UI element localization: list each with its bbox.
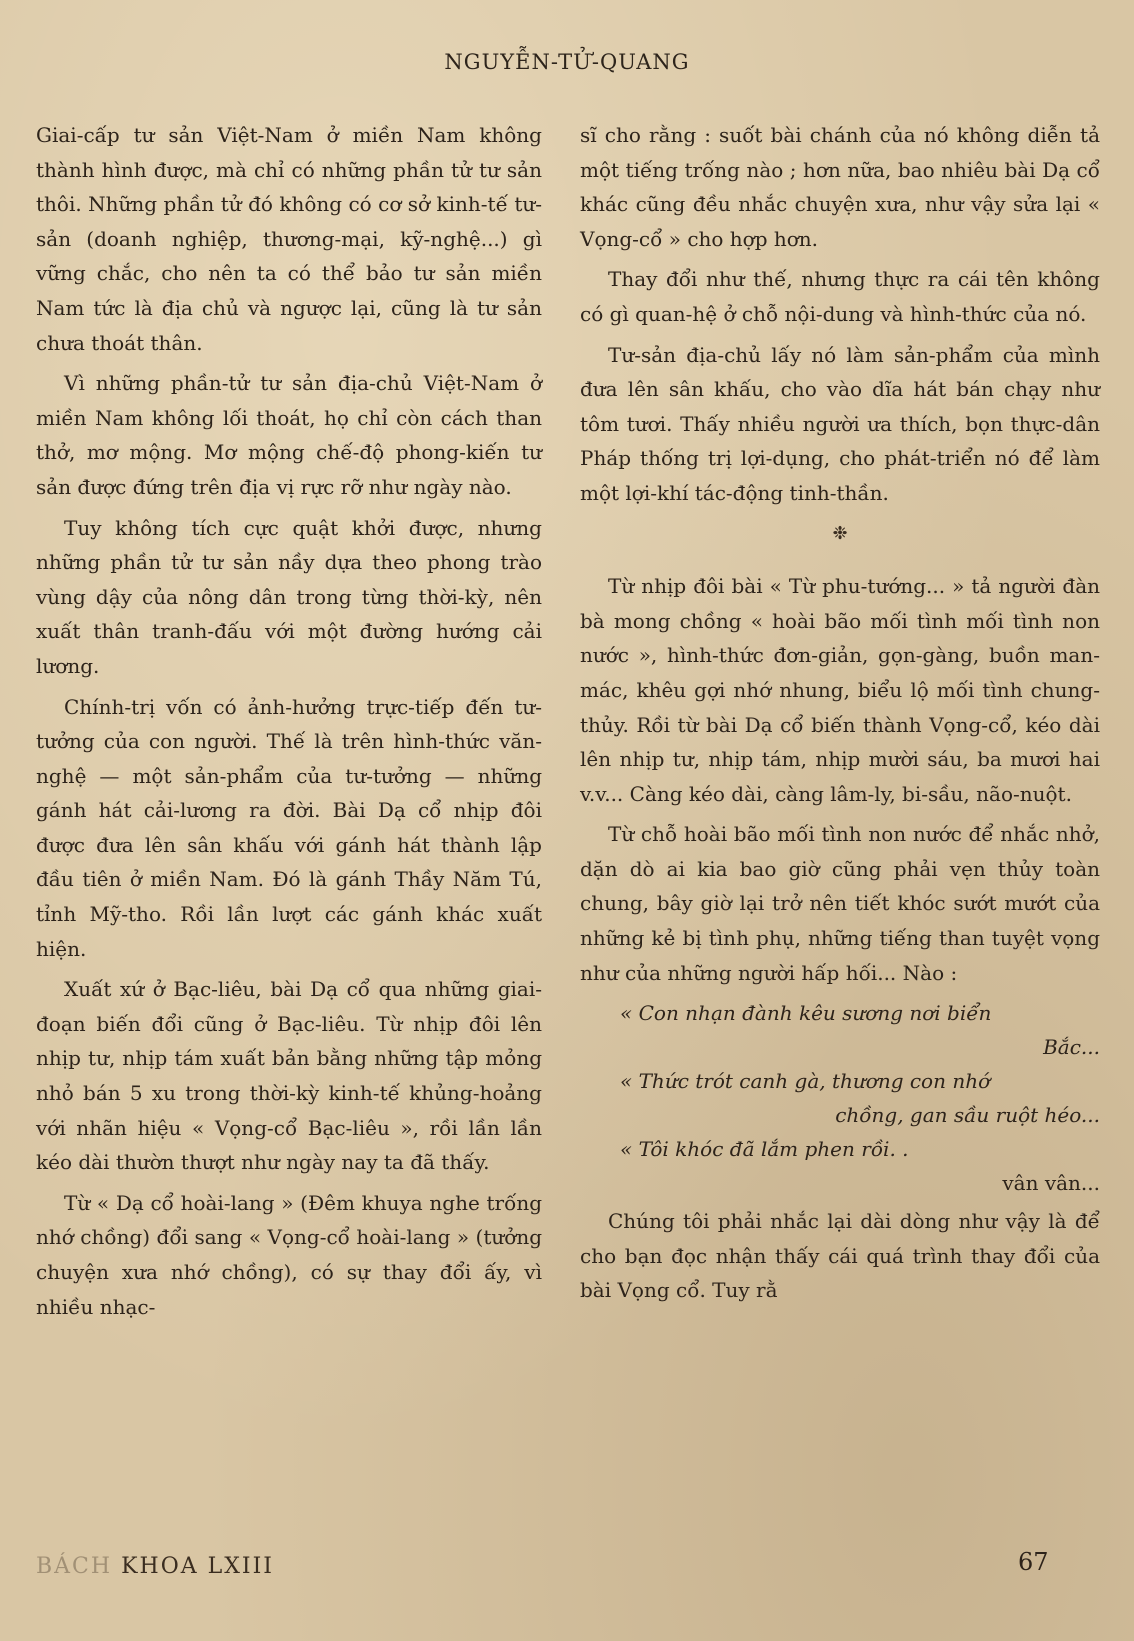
right-paragraph-4: Từ nhịp đôi bài « Từ phu-tướng... » tả người đàn bà mong chồng « hoài bão mối tình mối tình non nước », hình-thức đơn-giản, gọn-gàng, buồn man-mác, khêu gợi nhớ nhung, biểu lộ mối tình chung-thủy. Rồi từ bài Dạ cổ biến thành Vọng-cổ, kéo dài lên nhịp tư, nhịp tám, nhịp mười sáu, ba mươi hai v.v... Càng kéo dài, càng lâm-ly, bi-sầu, não-nuột. [580,574,1100,806]
footer-publication-issue: KHOA LXIII [121,1554,274,1579]
section-separator-ornament: ❉ [832,522,848,544]
right-column [580,118,1100,1314]
left-paragraph-3: Tuy không tích cực quật khởi được, nhưng những phần tử tư sản nầy dựa theo phong trào vùng dậy của nông dân trong từng thời-kỳ, nên xuất thân tranh-đấu với một đường hướng cải lương. [36,515,542,678]
quote-line-2: « Thức trót canh gà, thương con nhớ [620,1069,991,1094]
quote-line-1-end: Bắc... [1043,1035,1100,1060]
right-paragraph-5: Từ chỗ hoài bão mối tình non nước để nhắc nhở, dặn dò ai kia bao giờ cũng phải vẹn thủy toàn chung, bây giờ lại trở nên tiết khóc sướt mướt của những kẻ bị tình phụ, những tiếng than tuyệt vọng như của những người hấp hối... Nào : [580,822,1100,985]
right-paragraph-2: Thay đổi như thế, nhưng thực ra cái tên không có gì quan-hệ ở chỗ nội-dung và hình-thức của nó. [580,267,1100,326]
footer-publication-faint: BÁCH [36,1554,113,1579]
left-paragraph-5: Xuất xứ ở Bạc-liêu, bài Dạ cổ qua những giai-đoạn biến đổi cũng ở Bạc-liêu. Từ nhịp đôi lên nhịp tư, nhịp tám xuất bản bằng những tập mỏng nhỏ bán 5 xu trong thời-kỳ kinh-tế khủng-hoảng với nhãn hiệu « Vọng-cổ Bạc-liêu », rồi lần lần kéo dài thườn thượt như ngày nay ta đã thấy. [36,977,542,1175]
van-van-text: vân vân... [1002,1171,1100,1196]
quote-line-1: « Con nhạn đành kêu sương nơi biển [620,1001,992,1026]
page-number: 67 [1018,1548,1049,1576]
right-paragraph-3: Tư-sản địa-chủ lấy nó làm sản-phẩm của mình đưa lên sân khấu, cho vào dĩa hát bán chạy như tôm tươi. Thấy nhiều người ưa thích, bọn thực-dân Pháp thống trị lợi-dụng, cho phát-triển nó để làm một lợi-khí tác-động tinh-thần. [580,342,1100,505]
quote-line-3: « Tôi khóc đã lắm phen rồi. . [620,1137,909,1162]
footer-publication [36,1554,274,1579]
right-closing-paragraph: Chúng tôi phải nhắc lại dài dòng như vậy là để cho bạn đọc nhận thấy cái quá trình thay đổi của bài Vọng cổ. Tuy rằ [580,1209,1100,1303]
quote-line-2-end: chồng, gan sầu ruột héo... [835,1103,1100,1128]
left-paragraph-4: Chính-trị vốn có ảnh-hưởng trực-tiếp đến tư-tưởng của con người. Thế là trên hình-thức văn-nghệ — một sản-phẩm của tư-tưởng — những gánh hát cải-lương ra đời. Bài Dạ cổ nhịp đôi được đưa lên sân khấu với gánh hát thành lập đầu tiên ở miền Nam. Đó là gánh Thầy Năm Tú, tỉnh Mỹ-tho. Rồi lần lượt các gánh khác xuất hiện. [36,694,542,961]
left-paragraph-6: Từ « Dạ cổ hoài-lang » (Đêm khuya nghe trống nhớ chồng) đổi sang « Vọng-cổ hoài-lang » (tưởng chuyện xưa nhớ chồng), có sự thay đổi ấy, vì nhiều nhạc- [36,1190,542,1319]
page-header-title: NGUYỄN-TỬ-QUANG [444,50,690,74]
right-paragraph-1: sĩ cho rằng : suốt bài chánh của nó không diễn tả một tiếng trống nào ; hơn nữa, bao nhiêu bài Dạ cổ khác cũng đều nhắc chuyện xưa, như vậy sửa lại « Vọng-cổ » cho hợp hơn. [580,123,1100,251]
left-paragraph-2: Vì những phần-tử tư sản địa-chủ Việt-Nam ở miền Nam không lối thoát, họ chỉ còn cách than thở, mơ mộng. Mơ mộng chế-độ phong-kiến tư sản được đứng trên địa vị rực rỡ như ngày nào. [36,371,542,499]
left-paragraph-1: Giai-cấp tư sản Việt-Nam ở miền Nam không thành hình được, mà chỉ có những phần tử tư sản thôi. Những phần tử đó không có cơ sở kinh-tế tư-sản (doanh nghiệp, thương-mại, kỹ-nghệ...) gì vững chắc, cho nên ta có thể bảo tư sản miền Nam tức là địa chủ và ngược lại, cũng là tư sản chưa thoát thân. [36,123,542,355]
left-column [36,118,542,1330]
